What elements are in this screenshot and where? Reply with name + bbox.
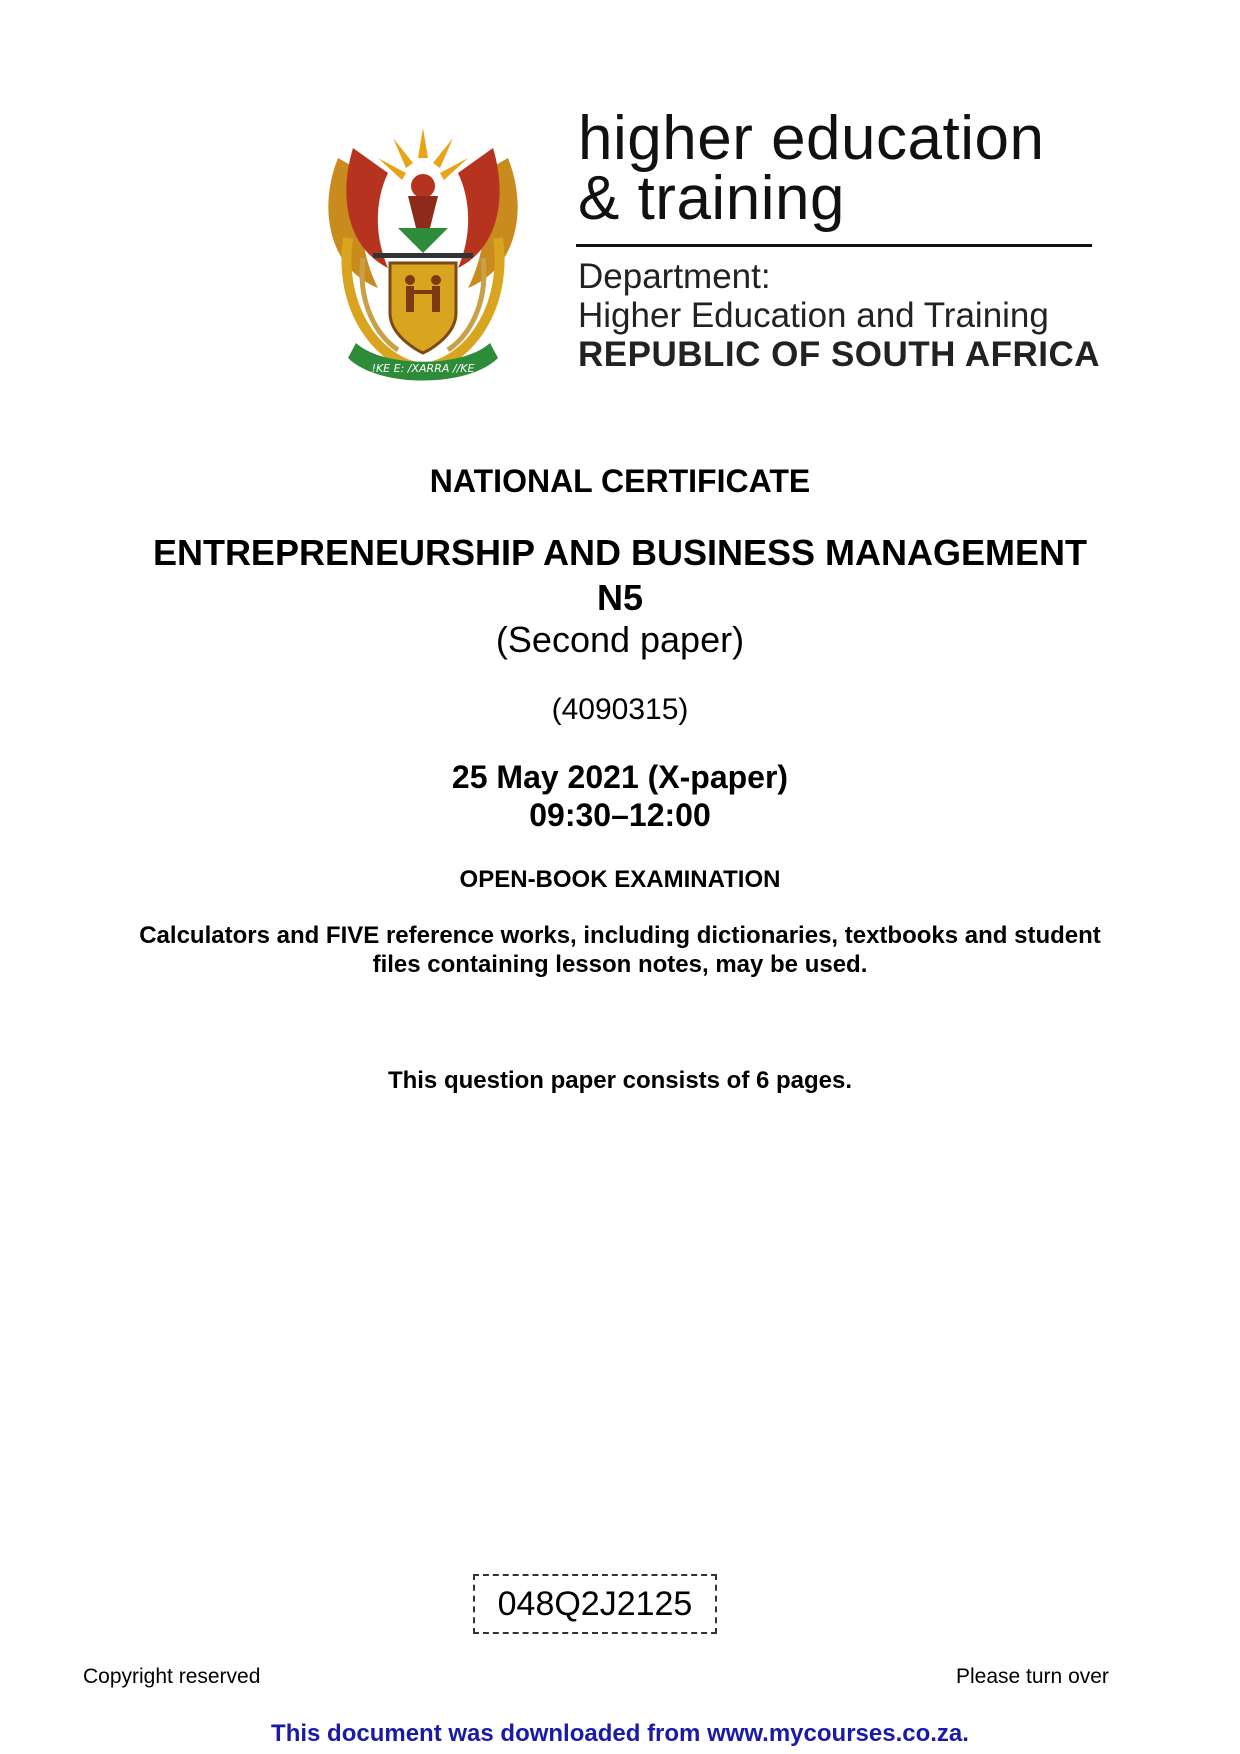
paper-code: 048Q2J2125 — [497, 1584, 693, 1623]
subject-title: ENTREPRENEURSHIP AND BUSINESS MANAGEMENT — [152, 532, 1088, 573]
download-link[interactable]: This document was downloaded from www.mycourses.co.za. — [271, 1720, 969, 1747]
exam-date: 25 May 2021 (X-paper) — [451, 759, 789, 795]
exam-time: 09:30–12:00 — [529, 797, 711, 833]
turn-over-note: Please turn over — [956, 1665, 1109, 1688]
level-label: N5 — [596, 577, 644, 618]
coat-of-arms-icon — [318, 118, 528, 396]
paper-code-box — [473, 1574, 717, 1634]
instructions-line-2: files containing lesson notes, may be used. — [372, 951, 868, 978]
subject-code: (4090315) — [551, 693, 689, 726]
department-name: Higher Education and Training — [578, 296, 1049, 335]
brand-divider — [576, 244, 1092, 247]
brand-line-2: & training — [578, 164, 845, 233]
paper-label: (Second paper) — [495, 619, 745, 660]
certificate-title: NATIONAL CERTIFICATE — [429, 463, 811, 499]
exam-type: OPEN-BOOK EXAMINATION — [459, 866, 781, 893]
brand-line-1: higher education — [578, 104, 1045, 173]
department-label: Department: — [578, 257, 771, 296]
motto-text: !KE E: /XARRA //KE — [371, 362, 475, 375]
instructions-line-1: Calculators and FIVE reference works, including dictionaries, textbooks and student — [139, 922, 1101, 949]
page-count-note: This question paper consists of 6 pages. — [387, 1067, 853, 1094]
country-name: REPUBLIC OF SOUTH AFRICA — [578, 335, 1101, 374]
copyright-note: Copyright reserved — [83, 1665, 261, 1688]
